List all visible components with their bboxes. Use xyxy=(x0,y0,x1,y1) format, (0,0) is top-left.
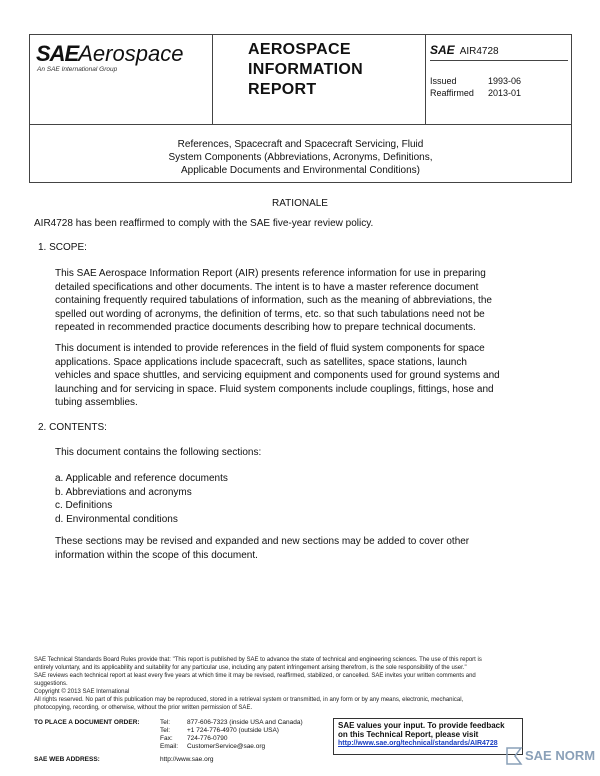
list-item: c. Definitions xyxy=(55,500,113,511)
email-label: Email: xyxy=(160,743,179,750)
footer-line: All rights reserved. No part of this publication may be reproduced, stored in a retrieval system or transmitted, in any form or by any means, electronic, mechanical, xyxy=(34,697,464,703)
brand-bold: SAE xyxy=(36,41,79,66)
scope-heading: 1. SCOPE: xyxy=(38,242,87,253)
scope-p2-line: tubing assemblies. xyxy=(55,397,138,408)
footer-line: SAE reviews each technical report at least every five years at which time it may be revised, reaffirmed, stabilized, or cancelled. SAE invites your written comments and xyxy=(34,673,476,679)
scope-p2-line: applications. Space applications include spacecraft, such as satellites, space stations, launch xyxy=(55,356,467,368)
closing-line: These sections may be revised and expanded and new sections may be added to cover other xyxy=(55,536,470,547)
scope-p1-line: spelled out wording of acronyms, the definition of terms, etc. so that such tabulations need not be xyxy=(55,308,485,320)
legal-footer xyxy=(34,656,570,712)
feedback-link[interactable]: http://www.sae.org/technical/standards/AIR4728 xyxy=(338,740,498,747)
scope-p2-line: This document is intended to provide references in the field of fluid system components for space xyxy=(55,343,485,354)
scope-p2-line: launching and for servicing in space. Fluid system components include couplings, fittings, hose and xyxy=(55,383,494,395)
list-item: b. Abbreviations and acronyms xyxy=(55,486,192,498)
web-link[interactable]: http://www.sae.org xyxy=(160,756,214,763)
report-type-line-1: AEROSPACE xyxy=(248,41,351,58)
reaffirmed-label: Reaffirmed xyxy=(430,88,474,98)
reaffirmed-value: 2013-01 xyxy=(488,88,522,98)
scope-p1-line: detailed specifications and other documents. The intent is to have a master reference document xyxy=(55,281,479,293)
sae-norm-watermark xyxy=(505,742,597,768)
list-item: a. Applicable and reference documents xyxy=(55,473,228,484)
scope-p2-line: vehicles and space shuttles, and servicing equipment and components used for ground systems and xyxy=(55,370,500,381)
footer-line: SAE Technical Standards Board Rules provide that: "This report is published by SAE to advance the state of technical and engineering sciences. The use of this report is xyxy=(34,657,482,663)
tel-label: Tel: xyxy=(160,719,171,726)
contents-intro: This document contains the following sections: xyxy=(55,447,262,458)
tel2-label: Tel: xyxy=(160,727,171,734)
web-label: SAE WEB ADDRESS: xyxy=(34,756,100,763)
doc-id-row xyxy=(430,43,568,61)
doc-meta xyxy=(426,35,572,124)
brand-wordmark xyxy=(36,41,183,67)
contents-closing xyxy=(55,535,469,562)
document-title xyxy=(29,125,572,183)
tel2-value[interactable]: +1 724-776-4970 (outside USA) xyxy=(187,727,279,734)
brand-rest: Aerospace xyxy=(78,41,184,66)
report-type xyxy=(212,35,426,124)
closing-line: information within the scope of this document. xyxy=(55,549,258,561)
feedback-line-1: SAE values your input. To provide feedback xyxy=(338,721,505,730)
scope-p1-line: containing frequently required tabulations of information, such as the meaning of abbreviations, the xyxy=(55,295,492,306)
rationale-heading: RATIONALE xyxy=(272,198,328,209)
reaffirmed-row xyxy=(430,88,522,98)
sae-aerospace-logo xyxy=(30,35,212,124)
report-type-line-2: INFORMATION xyxy=(248,61,363,78)
issued-value: 1993-06 xyxy=(488,76,522,86)
document-title-line-1: References, Spacecraft and Spacecraft Servicing, Fluid xyxy=(177,139,424,150)
watermark-graphic xyxy=(505,742,597,768)
rationale-text: AIR4728 has been reaffirmed to comply with the SAE five-year review policy. xyxy=(34,218,374,229)
footer-line: entirely voluntary, and its applicability and suitability for any particular use, including any patent infringement arising therefrom, is the sole responsibility of the user." xyxy=(34,665,467,671)
scope-p1-line: repeated in recommended practice documents describing how to prepare technical documents. xyxy=(55,322,476,333)
footer-line: Copyright © 2013 SAE International xyxy=(34,689,130,695)
document-title-line-3: Applicable Documents and Environmental Conditions) xyxy=(180,165,421,176)
footer-line: suggestions. xyxy=(34,681,68,687)
order-label: TO PLACE A DOCUMENT ORDER: xyxy=(34,719,140,726)
contents-heading: 2. CONTENTS: xyxy=(38,422,107,433)
tel-value[interactable]: 877-606-7323 (inside USA and Canada) xyxy=(187,719,303,726)
list-item: d. Environmental conditions xyxy=(55,513,178,525)
email-link[interactable]: CustomerService@sae.org xyxy=(187,743,266,750)
feedback-box xyxy=(333,718,523,755)
watermark-logo-icon xyxy=(507,748,521,764)
fax-value: 724-776-0790 xyxy=(187,735,228,742)
header-block xyxy=(29,34,572,125)
doc-id: AIR4728 xyxy=(459,46,499,57)
report-type-line-3: REPORT xyxy=(248,81,317,98)
contents-list xyxy=(55,472,228,526)
scope-p1-line: This SAE Aerospace Information Report (AIR) presents reference information for use in preparing xyxy=(55,268,486,279)
footer-line: photocopying, recording, or otherwise, without the prior written permission of SAE. xyxy=(34,705,253,711)
scope-paragraph-1 xyxy=(55,267,492,335)
feedback-line-2: on this Technical Report, please visit xyxy=(338,730,479,739)
doc-prefix: SAE xyxy=(430,43,455,57)
scope-paragraph-2 xyxy=(55,342,500,410)
issued-row xyxy=(430,76,522,86)
document-title-line-2: System Components (Abbreviations, Acronyms, Definitions, xyxy=(168,152,433,163)
brand-subtitle: An SAE International Group xyxy=(37,66,118,73)
issued-label: Issued xyxy=(430,76,457,86)
watermark-text: SAE NORM xyxy=(525,748,596,763)
fax-label: Fax: xyxy=(160,735,173,742)
